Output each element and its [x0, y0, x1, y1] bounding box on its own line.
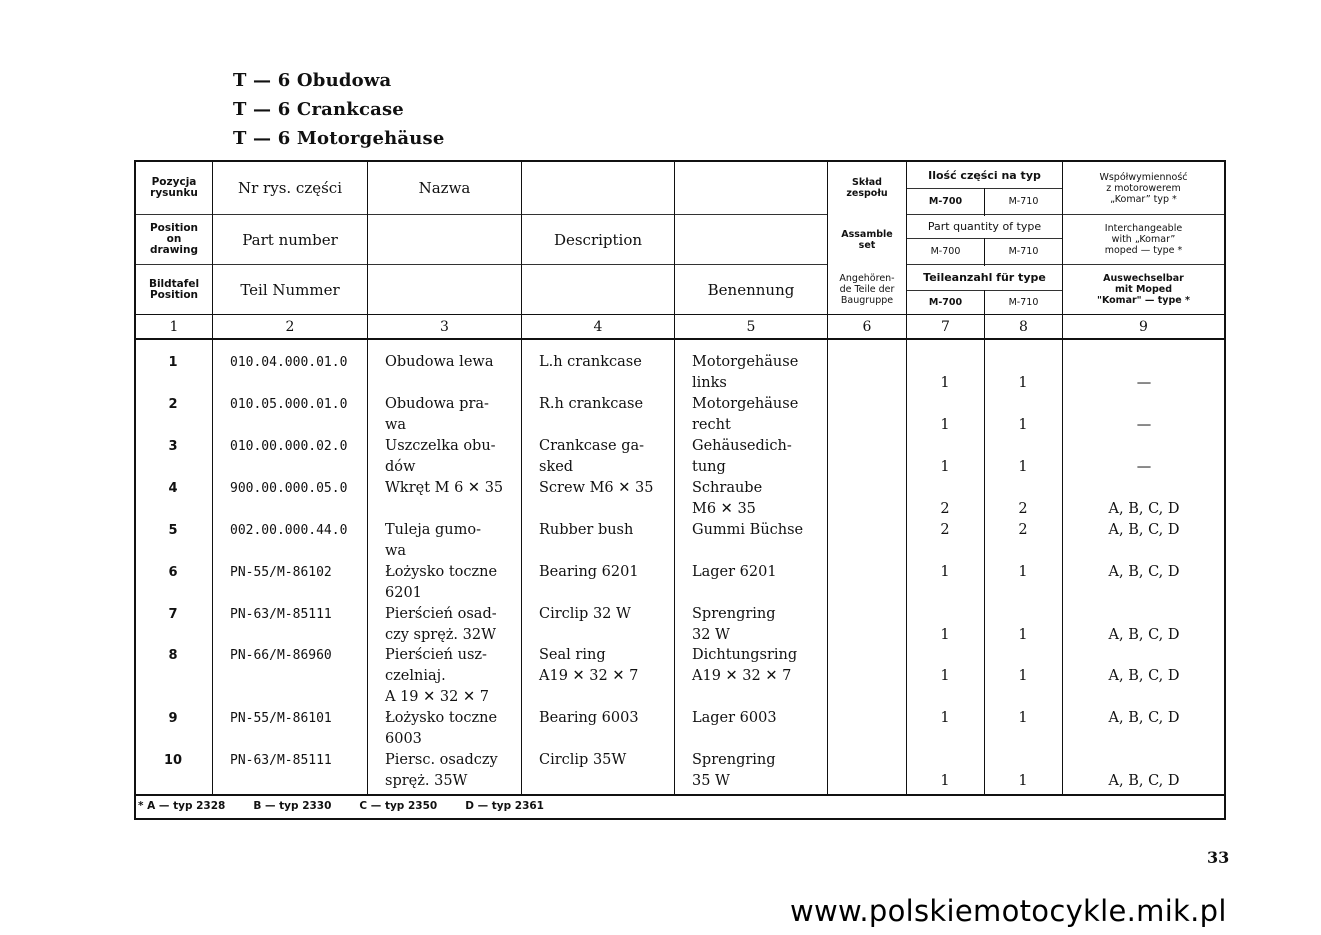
col-number: 9: [1139, 318, 1148, 335]
row-benennung: A19 ✕ 32 ✕ 7: [692, 668, 792, 684]
header-set-de: Angehören- de Teile der Baugruppe: [839, 273, 895, 306]
header-model-m700: M-700: [928, 297, 963, 308]
row-benennung: Sprengring: [692, 606, 776, 622]
row-name-pl: 6201: [385, 585, 422, 601]
row-position: 8: [168, 648, 178, 663]
row-name-pl: Pierścień osad-: [385, 606, 497, 622]
header-model-m700: M-700: [928, 196, 963, 207]
row-benennung: 32 W: [692, 627, 730, 643]
header-qty-en: Part quantity of type: [927, 220, 1042, 233]
footnote-b: B — typ 2330: [253, 800, 332, 812]
row-qty-m700: 1: [940, 668, 950, 684]
row-benennung: tung: [692, 459, 726, 475]
row-position: 1: [168, 355, 178, 370]
row-benennung: recht: [692, 417, 731, 433]
row-position: 3: [168, 439, 178, 454]
row-qty-m700: 1: [940, 710, 950, 726]
header-inter-de: Auswechselbar mit Moped "Komar" — type *: [1097, 273, 1190, 306]
row-qty-m700: 1: [940, 627, 950, 643]
row-position: 5: [168, 523, 178, 538]
row-description: R.h crankcase: [539, 396, 644, 412]
row-interchangeable: —: [1136, 459, 1152, 475]
title-english: T — 6 Crankcase: [233, 99, 404, 120]
row-name-pl: Łożysko toczne: [385, 564, 498, 580]
header-qty-pl: Ilość części na typ: [928, 168, 1041, 182]
title-block: [233, 66, 445, 153]
row-description: Bearing 6201: [539, 564, 639, 580]
row-position: 7: [168, 607, 178, 622]
watermark-url: www.polskiemotocykle.mik.pl: [790, 894, 1227, 928]
row-interchangeable: A, B, C, D: [1108, 773, 1180, 789]
col-number: 7: [941, 318, 950, 335]
row-description: Screw M6 ✕ 35: [539, 480, 654, 496]
col-number: 5: [746, 318, 756, 335]
row-description: Bearing 6003: [539, 710, 639, 726]
row-description: Rubber bush: [539, 522, 634, 538]
row-qty-m710: 1: [1018, 668, 1028, 684]
header-inter-en: Interchangeable with „Komar” moped — type *: [1104, 223, 1183, 256]
header-model-m700: M-700: [930, 246, 961, 257]
header-set-en: Assamble set: [841, 228, 893, 251]
header-position-en: Position on drawing: [149, 222, 199, 256]
row-qty-m700: 1: [940, 375, 950, 391]
row-description: Circlip 32 W: [539, 606, 631, 622]
row-part-number: 900.00.000.05.0: [230, 481, 348, 496]
row-benennung: links: [692, 375, 727, 391]
row-benennung: Motorgehäuse: [692, 396, 799, 412]
row-name-pl: Obudowa lewa: [385, 354, 494, 370]
row-part-number: 010.05.000.01.0: [230, 397, 348, 412]
row-name-pl: 6003: [385, 731, 422, 747]
row-name-pl: A 19 ✕ 32 ✕ 7: [385, 689, 489, 705]
col-number: 3: [440, 318, 449, 335]
row-qty-m710: 1: [1018, 627, 1028, 643]
row-name-pl: Uszczelka obu-: [385, 438, 496, 454]
row-benennung: Gehäusedich-: [692, 438, 792, 454]
row-name-pl: czelniaj.: [385, 668, 446, 684]
row-name-pl: Wkręt M 6 ✕ 35: [385, 480, 504, 496]
col-number: 2: [285, 318, 295, 335]
row-interchangeable: A, B, C, D: [1108, 564, 1180, 580]
row-part-number: 002.00.000.44.0: [230, 523, 348, 538]
header-part-de: Teil Nummer: [240, 280, 340, 299]
col-number: 8: [1019, 318, 1028, 335]
col-number: 4: [593, 318, 603, 335]
row-description: L.h crankcase: [539, 354, 642, 370]
row-interchangeable: A, B, C, D: [1108, 668, 1180, 684]
row-part-number: 010.04.000.01.0: [230, 355, 348, 370]
header-part-pl: Nr rys. części: [237, 179, 343, 197]
row-qty-m700: 1: [940, 564, 950, 580]
row-benennung: 35 W: [692, 773, 730, 789]
row-description: Circlip 35W: [539, 752, 627, 768]
body-bottom-rule: [134, 794, 1226, 796]
header-description: Description: [553, 230, 643, 249]
row-qty-m710: 1: [1018, 459, 1028, 475]
row-qty-m710: 1: [1018, 375, 1028, 391]
row-qty-m710: 2: [1018, 501, 1028, 517]
header-model-m710: M-710: [1008, 196, 1039, 207]
row-position: 6: [168, 565, 178, 580]
row-name-pl: wa: [385, 543, 407, 559]
row-benennung: Motorgehäuse: [692, 354, 799, 370]
row-name-pl: spręż. 35W: [385, 773, 468, 789]
row-description: Seal ring: [539, 647, 606, 663]
row-name-pl: wa: [385, 417, 407, 433]
row-benennung: Gummi Büchse: [692, 522, 804, 538]
col-rule: [367, 160, 368, 794]
title-german: T — 6 Motorgehäuse: [233, 128, 445, 149]
row-qty-m710: 1: [1018, 417, 1028, 433]
row-interchangeable: A, B, C, D: [1108, 501, 1180, 517]
header-name-pl: Nazwa: [418, 179, 471, 197]
row-interchangeable: A, B, C, D: [1108, 627, 1180, 643]
row-interchangeable: —: [1136, 417, 1152, 433]
row-part-number: 010.00.000.02.0: [230, 439, 348, 454]
row-description: A19 ✕ 32 ✕ 7: [539, 668, 639, 684]
row-qty-m710: 1: [1018, 773, 1028, 789]
row-qty-m710: 2: [1018, 522, 1028, 538]
row-part-number: PN-63/M-85111: [230, 607, 332, 622]
header-model-m710: M-710: [1008, 246, 1039, 257]
row-name-pl: Pierścień usz-: [385, 647, 487, 663]
footnote-c: C — typ 2350: [359, 800, 438, 812]
header-model-m710: M-710: [1008, 297, 1039, 308]
row-benennung: M6 ✕ 35: [692, 501, 756, 517]
row-name-pl: Tuleja gumo-: [385, 522, 481, 538]
row-position: 2: [168, 397, 178, 412]
row-interchangeable: A, B, C, D: [1108, 710, 1180, 726]
row-interchangeable: A, B, C, D: [1108, 522, 1180, 538]
row-name-pl: Łożysko toczne: [385, 710, 498, 726]
header-benennung: Benennung: [707, 280, 795, 299]
header-part-en: Part number: [242, 230, 338, 249]
footnote: [134, 800, 1230, 812]
row-qty-m700: 2: [940, 522, 950, 538]
row-benennung: Sprengring: [692, 752, 776, 768]
row-qty-m700: 1: [940, 459, 950, 475]
table-bottom-rule: [134, 818, 1226, 820]
row-position: 10: [163, 753, 183, 768]
header-qty-de: Teileanzahl für type: [923, 271, 1046, 284]
col-number: 6: [862, 318, 872, 335]
row-description: sked: [539, 459, 574, 475]
row-qty-m700: 1: [940, 773, 950, 789]
row-position: 4: [168, 481, 178, 496]
row-qty-m710: 1: [1018, 564, 1028, 580]
footnote-d: D — typ 2361: [465, 800, 544, 812]
row-qty-m710: 1: [1018, 710, 1028, 726]
row-position: 9: [168, 711, 178, 726]
row-part-number: PN-55/M-86102: [230, 565, 332, 580]
row-name-pl: Obudowa pra-: [385, 396, 489, 412]
parts-table: [134, 160, 1226, 821]
row-benennung: Schraube: [692, 480, 763, 496]
row-name-pl: dów: [385, 459, 416, 475]
row-qty-m700: 2: [940, 501, 950, 517]
row-name-pl: Piersc. osadczy: [385, 752, 498, 768]
row-part-number: PN-66/M-86960: [230, 648, 332, 663]
header-position-pl: Pozycja rysunku: [150, 176, 198, 199]
col-rule: [674, 160, 675, 794]
row-part-number: PN-63/M-85111: [230, 753, 332, 768]
row-part-number: PN-55/M-86101: [230, 711, 332, 726]
title-polish: T — 6 Obudowa: [233, 70, 392, 91]
row-qty-m700: 1: [940, 417, 950, 433]
row-name-pl: czy spręż. 32W: [385, 627, 497, 643]
row-benennung: Dichtungsring: [692, 647, 798, 663]
row-interchangeable: —: [1136, 375, 1152, 391]
row-benennung: Lager 6201: [692, 564, 777, 580]
footnote-a: * A — typ 2328: [138, 800, 226, 812]
header-set-pl: Skład zespołu: [846, 177, 888, 199]
header-position-de: Bildtafel Position: [148, 277, 200, 301]
col-number: 1: [169, 318, 179, 335]
row-description: Crankcase ga-: [539, 438, 645, 454]
page-number: 33: [1207, 848, 1230, 867]
row-benennung: Lager 6003: [692, 710, 777, 726]
header-inter-pl: Współwymienność z motorowerem „Komar” typ *: [1099, 171, 1188, 205]
